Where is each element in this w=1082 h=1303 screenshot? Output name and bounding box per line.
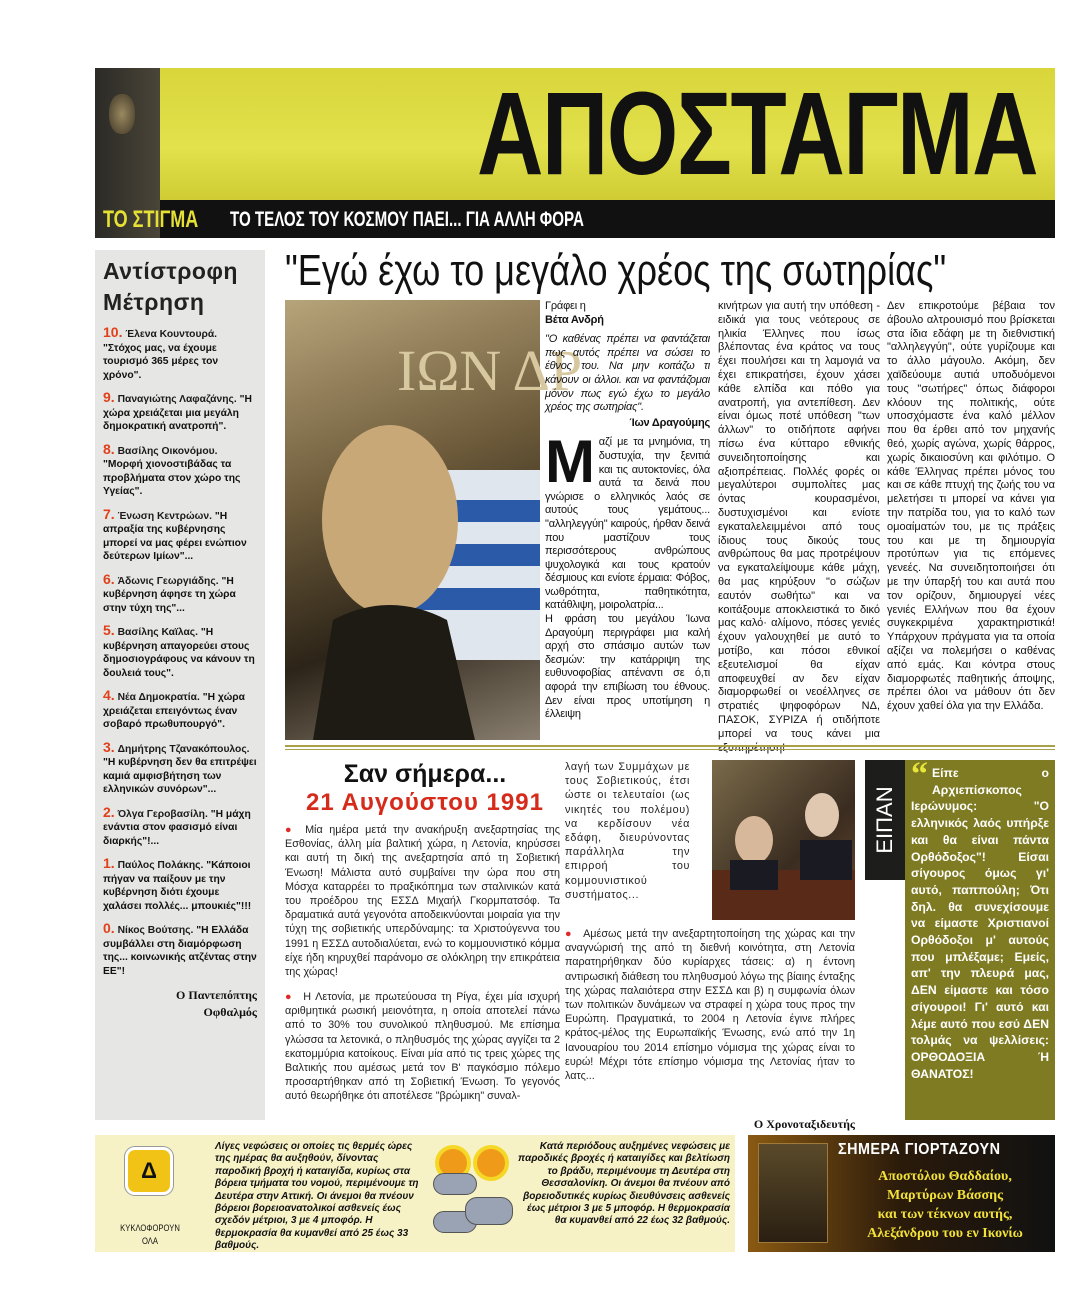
countdown-item <box>103 922 257 978</box>
countdown-quote: "Η απραξία της κυβέρνησης μπορεί να μας φέρει ενώπιον δεύτερων Ιμίων"... <box>103 510 247 562</box>
face-icon <box>109 94 135 134</box>
on-this-day-paragraph: λαγή των Συμμάχων με τους Σοβιετικούς, έτσι ώστε οι τελευταίοι (ως νικητές του πολέμου) να κερδίσουν νέα εδάφη, διευρύνοντας παράλληλα την επιρροή του κομμουνιστικού συστήματος... <box>565 761 690 901</box>
traffic-status: ΚΥΚΛΟΦΟΡΟΥΝ ΟΛΑ <box>120 1223 180 1246</box>
on-this-day-paragraph <box>285 823 560 979</box>
countdown-quote: "Η κυβέρνηση δεν θα επιτρέψει καμιά αμφισβήτηση των ελληνικών συνόρων"... <box>103 757 257 795</box>
countdown-item <box>103 570 257 616</box>
article-headline: "Εγώ έχω το μεγάλο χρέος της σωτηρίας" <box>285 246 947 295</box>
countdown-quote: "Η μάχη ενάντια στον φασισμό είναι διαρκής"!... <box>103 808 251 847</box>
bullet-icon: ● <box>285 824 296 836</box>
photo-caption-text: ΙΩΝ ΔΡ <box>397 338 583 403</box>
countdown-item <box>103 440 257 499</box>
banner-yellow-panel <box>160 68 1055 200</box>
countdown-number: 0. <box>103 920 115 936</box>
countdown-name: Βασίλης Καϊλας. <box>117 627 199 638</box>
nameday-names <box>840 1167 1050 1243</box>
countdown-quote: "Στόχος μας, να έχουμε τουρισμό 365 μέρες τον χρόνο". <box>103 342 219 381</box>
countdown-name: Έλενα Κουντουρά. <box>125 329 218 340</box>
countdown-item <box>103 391 257 434</box>
article-column-2: κινήτρων για αυτή την υπόθεση - ειδικά για τους νεότερους σε ηλικία Έλληνες που ίσως βλέποντας ένα κράτος να τους έχει πουλήσει και τη λαμογιά να έχει επικρατήσει, έχουν χάσει κάθε ελπίδα και πόθο για ανατροπή, για αντεπίθεση. Δεν είναι όμως ποτέ υπόθεση "των άλλων" το οτιδήποτε αφήνει πίσω ένα κύτταρο εθνικής συνειδητοποίησης και αξιοπρέπειας. Πολλές φορές οι μεγαλύτεροι συμπολίτες μας όντας κουρασμένοι, δυστυχισμένοι και ενίοτε εγκαταλελειμμένοι από τους ίδιους τους δικούς τους ανθρώπους θα μας προτρέψουν να εγκαταλείψουμε κάθε μάχη, θα μας κηρύξουν "ο σώζων εαυτόν σωθήτω" και να κοιτάξουμε αποκλειστικά το δικό μας καλό· αλίμονο, πόσες γενιές έχουν γαλουχηθεί με αυτό το μοτίβο, και πόσοι εθνικοί εξευτελισμοί θα είχαν αποφευχθεί αν δεν είχαν διαμορφωθεί οι νεοέλληνες σε στρατιές ψηφοφόρων ΝΔ, ΠΑΣΟΚ, ΣΥΡΙΖΑ ή οτιδήποτε μπορεί να τους κάνει μια εξυπηρέτηση! <box>718 300 880 754</box>
drop-cap: Μ <box>545 428 595 496</box>
countdown-item <box>103 326 257 382</box>
nameday-line: Μαρτύρων Βάσσης <box>887 1188 1003 1203</box>
countdown-number: 3. <box>103 738 115 755</box>
article-column-1 <box>545 300 710 722</box>
on-this-day-date: 21 Αυγούστου 1991 <box>306 789 544 816</box>
photo-illustration <box>712 760 855 920</box>
countdown-number: 7. <box>103 505 115 522</box>
weather-strip <box>95 1135 735 1252</box>
countdown-quote: "Η κυβέρνηση απαγορεύει στους δημοσιογράφους να κάνουν τη δουλειά τους". <box>103 627 255 679</box>
section-banner <box>95 68 1055 238</box>
byline-author: Βέτα Ανδρή <box>545 313 604 326</box>
eipan-text: Είπε ο Αρχιεπίσκοπος Ιερώνυμος: "Ο ελληνικός λαός υπήρξε και θα είναι πάντα Ορθόδοξος"! Είσαι σίγουρος όμως γι' αυτό, παππούλη; Ότι δηλ. θα συνεχίσουμε να είμαστε Χριστιανοί Ορθόδοξοι μ' αυτούς που μπλέξαμε; Εμείς, απ' την πλευρά μας, ΔΕΝ είμαστε και τόσο σίγουροι! Γι' αυτό και λέμε αυτό που εσύ ΔΕΝ τολμάς να ψελλίσεις: ΟΡΘΟΔΟΞΙΑ Ή ΘΑΝΑΤΟΣ! <box>911 766 1049 1081</box>
countdown-item <box>103 857 257 913</box>
gorbachev-yeltsin-photo <box>712 760 855 920</box>
countdown-number: 2. <box>103 803 115 820</box>
countdown-name: Νίκος Βούτσης. <box>117 925 194 936</box>
weather-thessaloniki: Κατά περιόδους αυξημένες νεφώσεις με παροδικές βροχές ή καταιγίδες και βελτίωση το βράδυ, περιμένουμε τη Δευτέρα στη Θεσσαλονίκη. Οι άνεμοι θα πνέουν από βορειοδυτικές κυρίως διευθύνσεις ασθενείς έως μέτριοι 3 με 5 μποφόρ. Η θερμοκρασία θα κυμανθεί από 22 έως 32 βαθμούς. <box>518 1141 730 1227</box>
countdown-item <box>103 738 257 797</box>
traffic-sign-icon: Δ <box>125 1147 173 1195</box>
countdown-name: Παύλος Πολάκης. <box>117 860 204 871</box>
countdown-quote: "Η Ελλάδα συμβάλλει στη διαμόρφωση της... κοινωνικής ατζέντας στην ΕΕ"! <box>103 925 257 977</box>
article-paragraph: αζί με τα μνημόνια, τη δυστυχία, την ξενιτιά και τις αυτοκτονίες, όλα αυτά τα δεινά που γνώρισε ο ελληνικός λαός σε αυτούς τους γεμάτους... "αλληλεγγύη" καιρούς, ήρθαν δεινά που μαστίζουν τους περισσότερους ανθρώπους ψυχολογικά και τους κρατούν δέσμιους και ενίοτε έρμαια: Φόβος, νωθρότητα, παθητικότητα, κατάθλιψη, μοιρολατρία... <box>545 436 710 612</box>
article-paragraph: Η φράση του μεγάλου Ίωνα Δραγούμη περιγράφει μια καλή αρχή στο σπάσιμο αυτών των δεσμών: την κατάρριψη της ευθυνοφοβίας απέναντι σε ό,τι αφορά την επιβίωση του έθνους. Δεν είναι προς υποτίμηση η έλλειψη <box>545 613 710 721</box>
nameday-title: ΣΗΜΕΡΑ ΓΙΟΡΤΑΖΟΥΝ <box>838 1141 1001 1158</box>
countdown-name: Δημήτρης Τζανακόπουλος. <box>117 743 250 755</box>
epigraph-quote: "Ο καθένας πρέπει να φαντάζεται πως αυτός πρέπει να σώσει το έθνος του. Να μην κοιτάζω τι κάνουν οι άλλοι. και να φαντάζομαι μόνον πως εγώ έχω το μεγάλο χρέος της σωτηρίας". <box>545 333 710 414</box>
sun-icon <box>473 1145 509 1181</box>
countdown-item <box>103 803 257 849</box>
nameday-box <box>748 1135 1055 1252</box>
bullet-icon: ● <box>285 991 294 1003</box>
countdown-quote: "Η χώρα χρειάζεται επειγόντως έναν σοβαρό πρωθυπουργό". <box>103 692 245 730</box>
on-this-day-signature: Ο Χρονοταξιδευτής <box>753 1117 855 1131</box>
bullet-icon: ● <box>565 928 574 940</box>
countdown-list <box>103 326 257 978</box>
nameday-line: και των τέκνων αυτής, <box>877 1207 1013 1222</box>
countdown-quote: "Η χώρα χρειάζεται μια μεγάλη δημοκρατική ανατροπή". <box>103 394 252 432</box>
nameday-line: Αποστόλου Θαδδαίου, <box>878 1169 1012 1184</box>
stigma-label: ΤΟ ΣΤΙΓΜΑ <box>103 206 199 233</box>
countdown-name: Βασίλης Οικονόμου. <box>117 445 218 457</box>
paragraph-text: Αμέσως μετά την ανεξαρτητοποίηση της χώρας και την αναγνώρισή της από τη διεθνή κοινότητα, στη Λετονία παρατηρήθηκαν δύο κυρίαρχες τάσεις: α) η έντονη αντιρωσική διάθεση του πληθυσμού λόγω της βίαιης ένταξης της χώρας παλαιότερα στην ΕΣΣΔ και β) η συμφωνία όλων των πολιτικών δυνάμεων να στραφεί η χώρα τους προς την Ευρώπη. Πραγματικά, το 2004 η Λετονία έγινε πλήρες κράτος-μέλος της Ευρωπαϊκής Ένωσης, ενώ από την 1η Ιανουαρίου του 2014 επίσημο νόμισμα της χώρας είναι το ευρώ! Μέχρι τότε επίσημο νόμισμα της Λετονίας ήταν το λατς... <box>565 928 855 1083</box>
countdown-item <box>103 624 257 680</box>
countdown-number: 8. <box>103 440 115 457</box>
countdown-sidebar <box>95 250 265 1120</box>
sidebar-signature <box>103 987 257 1021</box>
signature-line: Ο Παντεπόπτης <box>176 988 257 1002</box>
epigraph-author: Ίων Δραγούμης <box>629 416 710 429</box>
eipan-label-text: ΕΙΠΑΝ <box>872 786 897 854</box>
weather-athens: Λίγες νεφώσεις οι οποίες τις θερμές ώρες της ημέρας θα αυξηθούν, δίνοντας παροδική βροχή ή καταιγίδα, κυρίως στα βόρεια τμήματα του νομού, περιμένουμε τη Δευτέρα στην Αττική. Οι άνεμοι θα πνέουν βόρειοι βορειοανατολικοί ασθενείς έως σχεδόν μέτριοι, 3 με 4 μποφόρ. Η θερμοκρασία θα κυμανθεί από 25 έως 33 βαθμούς. <box>215 1141 419 1252</box>
storm-cloud-icon <box>465 1197 513 1225</box>
byline-prefix: Γράφει η <box>545 300 586 312</box>
quote-mark-icon: “ <box>911 756 928 793</box>
countdown-number: 5. <box>103 622 115 638</box>
countdown-item <box>103 505 257 564</box>
sidebar-title: Αντίστροφη Μέτρηση <box>103 258 238 315</box>
eipan-box <box>905 756 1055 1120</box>
signature-line: Οφθαλμός <box>203 1005 257 1019</box>
paragraph-text: Η Λετονία, με πρωτεύουσα τη Ρίγα, έχει μία ισχυρή αριθμητικά ρωσική μειονότητα, η οποία αποτελεί πάνω από το 30% του συνολικού πληθυσμού. Με επίσημα γλώσσα τα λετονικά, ο πληθυσμός της χώρας αγγίζει τα 2 εκατομμύρια κατοίκους. Είναι μία από τις τρεις χώρες της Βαλτικής που αμέσως μετά τον Β' παγκόσμιο πόλεμο προσαρτήθηκαν από τη Σοβιετική Ένωση. Το γεγονός αυτό θεωρήθηκε ότι αποτέλεσε "βρώμικη" συναλ- <box>285 991 560 1103</box>
countdown-name: Ένωση Κεντρώων. <box>117 510 212 522</box>
section-title: ΑΠΟΣΤΑΓΜΑ <box>476 68 1037 200</box>
stigma-text: ΤΟ ΤΕΛΟΣ ΤΟΥ ΚΟΣΜΟΥ ΠΑΕΙ... ΓΙΑ ΑΛΛΗ ΦΟΡΑ <box>230 208 584 231</box>
countdown-name: Παναγιώτης Λαφαζάνης. <box>117 394 237 405</box>
countdown-number: 10. <box>103 324 123 340</box>
countdown-item <box>103 689 257 732</box>
cloud-icon <box>433 1173 477 1195</box>
countdown-number: 1. <box>103 855 115 871</box>
countdown-name: Νέα Δημοκρατία. <box>117 692 200 703</box>
countdown-quote: "Κάποιοι πήγαν να παίξουν με την κυβέρνηση διότι έχουμε χαλάσει πολλές... μπουκιές"!!! <box>103 860 252 912</box>
section-divider <box>285 745 1055 750</box>
saint-icon-image <box>758 1143 828 1243</box>
countdown-number: 6. <box>103 570 115 587</box>
countdown-number: 9. <box>103 389 115 405</box>
nameday-line: Αλεξάνδρου του εν Ικονίω <box>867 1226 1023 1241</box>
on-this-day-paragraph <box>565 927 855 1083</box>
countdown-name: Άδωνις Γεωργιάδης. <box>117 575 219 587</box>
countdown-quote: "Μορφή χιονοστιβάδας τα προβλήματα στον χώρο της Υγείας". <box>103 459 241 497</box>
countdown-quote: "Η κυβέρνηση άφησε τη χώρα στην τύχη της"... <box>103 575 236 614</box>
countdown-name: Όλγα Γεροβασίλη. <box>117 808 208 820</box>
on-this-day-paragraph <box>285 990 560 1104</box>
paragraph-text: Μία ημέρα μετά την ανακήρυξη ανεξαρτησίας της Εσθονίας, άλλη μία βαλτική χώρα, η Λετονία, κηρύσσει και αυτή τη δική της ανεξαρτησία από τη Σοβιετική Ένωση! Μάλιστα αυτό συμβαίνει την ώρα που στη Μόσχα καταρρέει το πραξικόπημα των σταλινικών κατά του προέδρου της ΕΣΣΔ Μιχαήλ Γκορμπατσόφ. Τα δραματικά αυτά γεγονότα αποδεικνύονται μοιραία για την τύχη της σοβιετικής υπερδύναμης: τα Χριστούγεννα του 1991 η ΕΣΣΔ αυτοδιαλύεται, ενώ το κομμουνιστικό κόμμα είχε ήδη κηρυχθεί παράνομο σε ολόκληρη την επικράτεια της χώρας! <box>285 824 560 979</box>
article-column-3: Δεν επικροτούμε βέβαια τον άβουλο αλτρουισμό που βρίσκεται στα ίδια εδάφη με τη διεθνιστική "αλληλεγγύη", ούτε γυρίζουμε και το άλλο μάγουλο. Ακόμη, δεν χαϊδεύουμε αυτιά υποδυόμενοι τους "σωτήρες" όπως διάφοροι κλόουν της πολιτικής, ούτε υποσχόμαστε ένα καλό μέλλον που θα έρθει από τον μηχανής θεό, χωρίς αγώνα, χωρίς θάρρος, χωρίς δικαιοσύνη και φιλότιμο. Ο κάθε Έλληνας πρέπει μόνος του και σε κάθε πτυχή της ζωής του να μελετήσει τι μπορεί να κάνει για την πατρίδα του, για το καλό των ομοαίματών του, με τις πράξεις του και με τη δημιουργία προτύπων για τις επόμενες γενεές. Να συνειδητοποιήσει ότι με την ύπαρξή του και αυτά που τον ορίζουν, δημιουργεί νέες γενιές Ελλήνων που θα έχουν συγκεκριμένα χαρακτηριστικά! Υπάρχουν πράγματα για τα οποία αξίζει να πολεμήσει ο καθένας από εμάς. Και κόντρα στους διαμορφωτές παθητικής άποψης, πρέπει όλοι να μάθουν ότι δεν έχουν χαθεί όλα για την Ελλάδα. <box>887 300 1055 713</box>
countdown-number: 4. <box>103 687 115 703</box>
eipan-label <box>865 760 905 880</box>
on-this-day-title: Σαν σήμερα... <box>343 760 507 788</box>
